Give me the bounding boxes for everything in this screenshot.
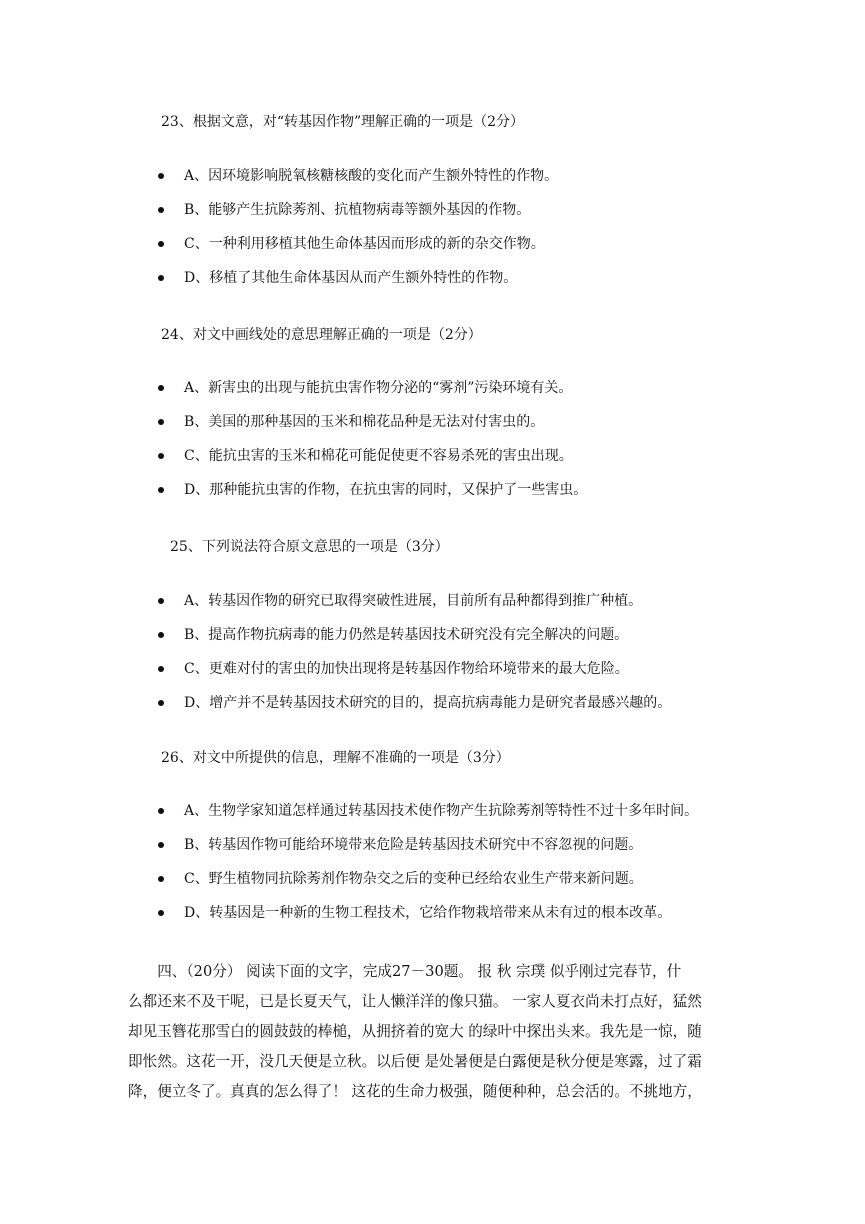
question-26-stem: 26、对文中所提供的信息，理解不准确的一项是（3分）	[161, 750, 510, 766]
question-24-stem: 24、对文中画线处的意思理解正确的一项是（2分）	[161, 327, 482, 343]
option-text: B、提高作物抗病毒的能力仍然是转基因技术研究没有完全解决的问题。	[184, 627, 629, 643]
option-25-c	[158, 659, 671, 693]
bullet-icon	[158, 700, 164, 706]
bullet-icon	[158, 173, 164, 179]
option-text: B、能够产生抗除莠剂、抗植物病毒等额外基因的作物。	[184, 202, 531, 218]
option-26-b	[158, 835, 698, 869]
question-23-stem: 23、根据文意，对“转基因作物”理解正确的一项是（2分）	[161, 114, 525, 130]
bullet-icon	[158, 241, 164, 247]
option-24-b	[158, 412, 587, 446]
bullet-icon	[158, 598, 164, 604]
passage-line: 么都还来不及干呢，已是长夏天气，让人懒洋洋的像只猫。 一家人夏衣尚未打点好，猛然	[128, 993, 702, 1010]
option-text: B、美国的那种基因的玉米和棉花品种是无法对付害虫的。	[184, 414, 545, 430]
option-25-b	[158, 625, 671, 659]
option-text: B、转基因作物可能给环境带来危险是转基因技术研究中不容忽视的问题。	[184, 837, 643, 853]
question-25-options	[158, 591, 671, 727]
bullet-icon	[158, 453, 164, 459]
bullet-icon	[158, 385, 164, 391]
bullet-icon	[158, 876, 164, 882]
option-26-d	[158, 903, 698, 937]
option-24-d	[158, 480, 587, 514]
option-text: C、更难对付的害虫的加快出现将是转基因作物给环境带来的最大危险。	[184, 661, 629, 677]
section-4-passage	[128, 957, 738, 1107]
option-text: A、新害虫的出现与能抗虫害作物分泌的“雾剂”污染环境有关。	[184, 380, 573, 396]
bullet-icon	[158, 632, 164, 638]
bullet-icon	[158, 419, 164, 425]
passage-line: 即怅然。这花一开，没几天便是立秋。以后便 是处暑便是白露便是秋分便是寒露，过了霜	[128, 1053, 702, 1070]
option-25-a	[158, 591, 671, 625]
option-text: C、能抗虫害的玉米和棉花可能促使更不容易杀死的害虫出现。	[184, 448, 573, 464]
option-text: A、生物学家知道怎样通过转基因技术使作物产生抗除莠剂等特性不过十多年时间。	[184, 803, 699, 819]
option-23-b	[158, 200, 558, 234]
option-26-c	[158, 869, 698, 903]
bullet-icon	[158, 666, 164, 672]
bullet-icon	[158, 910, 164, 916]
question-23-options	[158, 166, 558, 302]
option-25-d	[158, 693, 671, 727]
bullet-icon	[158, 487, 164, 493]
bullet-icon	[158, 842, 164, 848]
option-text: C、一种利用移植其他生命体基因而形成的新的杂交作物。	[184, 236, 545, 252]
passage-line: 四、（20分） 阅读下面的文字，完成27－30题。 报 秋 宗璞 似乎刚过完春节，什	[128, 963, 682, 980]
option-23-a	[158, 166, 558, 200]
passage-line: 降，便立冬了。真真的怎么得了！ 这花的生命力极强，随便种种，总会活的。不挑地方，	[128, 1083, 702, 1100]
bullet-icon	[158, 275, 164, 281]
question-24-options	[158, 378, 587, 514]
option-text: A、转基因作物的研究已取得突破性进展，目前所有品种都得到推广种植。	[184, 593, 643, 609]
bullet-icon	[158, 808, 164, 814]
option-text: D、转基因是一种新的生物工程技术，它给作物栽培带来从未有过的根本改革。	[184, 905, 672, 921]
option-23-c	[158, 234, 558, 268]
bullet-icon	[158, 207, 164, 213]
option-23-d	[158, 268, 558, 302]
option-text: D、移植了其他生命体基因从而产生额外特性的作物。	[184, 270, 518, 286]
option-26-a	[158, 801, 698, 835]
option-24-c	[158, 446, 587, 480]
question-26-options	[158, 801, 698, 937]
option-text: D、增产并不是转基因技术研究的目的，提高抗病毒能力是研究者最感兴趣的。	[184, 695, 672, 711]
question-25-stem: 25、下列说法符合原文意思的一项是（3分）	[170, 539, 449, 555]
option-text: A、因环境影响脱氧核糖核酸的变化而产生额外特性的作物。	[184, 168, 559, 184]
option-24-a	[158, 378, 587, 412]
option-text: D、那种能抗虫害的作物，在抗虫害的同时，又保护了一些害虫。	[184, 482, 588, 498]
option-text: C、野生植物同抗除莠剂作物杂交之后的变种已经给农业生产带来新问题。	[184, 871, 643, 887]
passage-line: 却见玉簪花那雪白的圆鼓鼓的棒槌，从拥挤着的宽大 的绿叶中探出头来。我先是一惊，随	[128, 1023, 702, 1040]
